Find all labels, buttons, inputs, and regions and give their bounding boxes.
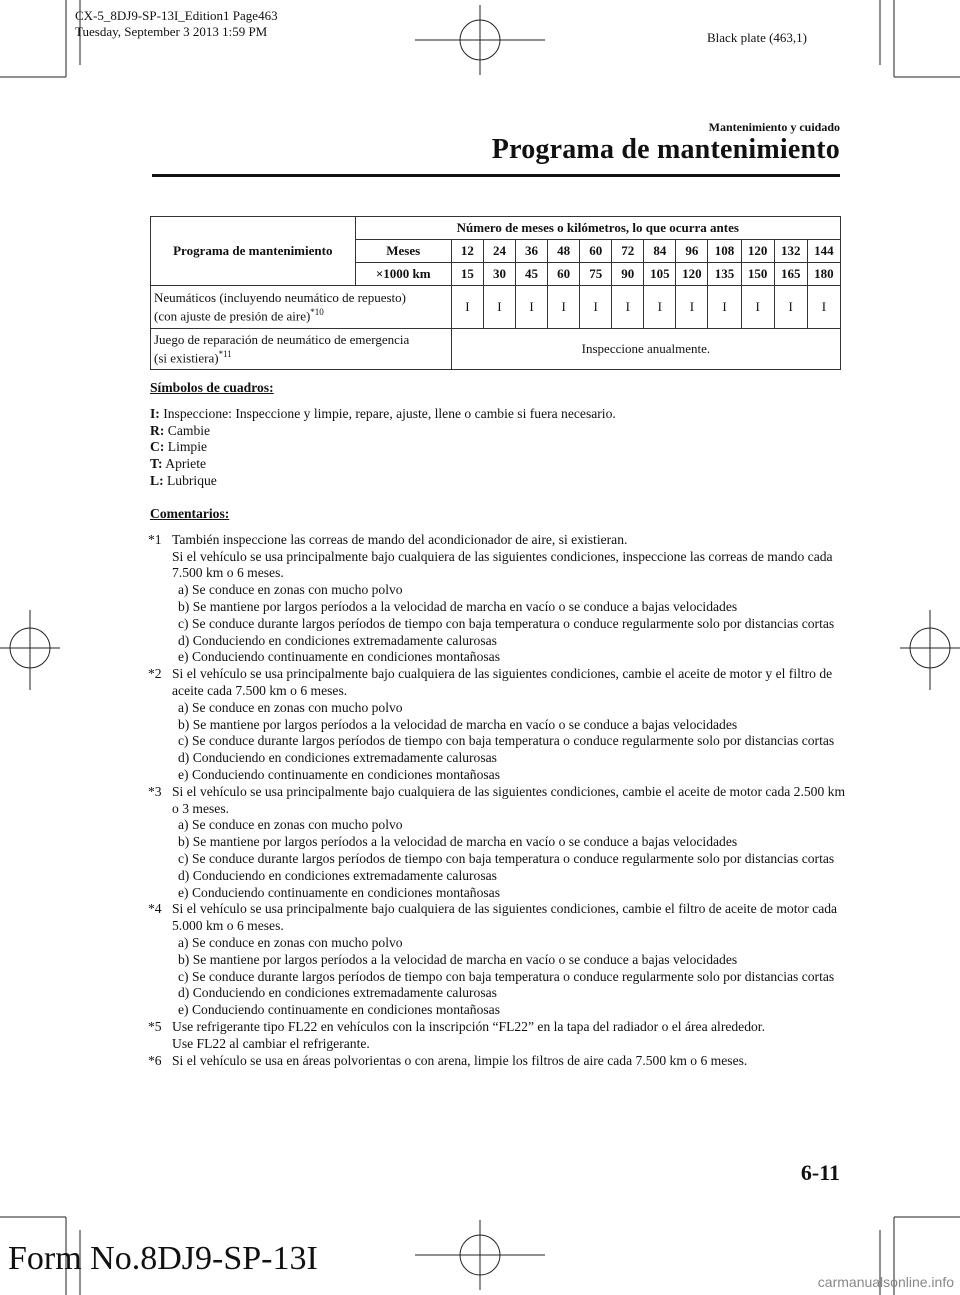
comment-number: *3: [148, 783, 162, 799]
footnote-ref: *11: [218, 349, 232, 360]
table-cell: I: [612, 286, 644, 329]
symbol-key: C:: [150, 439, 165, 455]
table-header-row: [151, 217, 841, 240]
symbol-text: Lubrique: [167, 472, 217, 488]
list-item: [150, 901, 850, 1019]
table-cell: 72: [612, 240, 644, 263]
table-cell: 120: [741, 240, 774, 263]
site-watermark: carmanualsonline.info: [817, 1274, 954, 1290]
table-cell: 36: [516, 240, 548, 263]
list-item: [150, 439, 850, 456]
repair-kit-label: Juego de reparación de neumático de emergencia (si existiera)$^{*11}$: [151, 329, 452, 370]
page-title: Programa de mantenimiento: [491, 134, 840, 165]
comment-condition: a) Se conduce en zonas con mucho polvo: [178, 699, 403, 715]
print-date-line: Tuesday, September 3 2013 1:59 PM: [75, 24, 268, 39]
comment-condition: d) Conduciendo en condiciones extremadamente calurosas: [178, 867, 497, 883]
table-row: [151, 286, 841, 329]
form-number: Form No.8DJ9-SP-13I: [8, 1240, 318, 1277]
comment-condition: c) Se conduce durante largos períodos de tiempo con baja temperatura o conduce regularmente solo por distancias cortas: [178, 615, 835, 631]
table-cell: 15: [451, 263, 483, 286]
symbol-key: R:: [150, 422, 165, 438]
table-cell: 132: [774, 240, 807, 263]
comment-condition: b) Se mantiene por largos períodos a la velocidad de marcha en vacío o se conduce a bajas velocidades: [178, 834, 738, 850]
comment-text: Use FL22 al cambiar el refrigerante.: [172, 1035, 370, 1051]
list-item: [150, 666, 850, 784]
symbol-text: Cambie: [167, 422, 211, 438]
plate-label: Black plate (463,1): [707, 30, 807, 45]
table-cell: 90: [612, 263, 644, 286]
comments-list: [150, 532, 850, 1070]
comment-text: Use refrigerante tipo FL22 en vehículos con la inscripción “FL22” en la tapa del radiador o el área alrededor.: [172, 1018, 765, 1034]
table-cell: 24: [483, 240, 515, 263]
table-cell: 75: [580, 263, 612, 286]
comment-condition: c) Se conduce durante largos períodos de tiempo con baja temperatura o conduce regularmente solo por distancias cortas: [178, 733, 835, 749]
table-cell: I: [483, 286, 515, 329]
table-group-header: Número de meses o kilómetros, lo que ocurra antes: [355, 217, 840, 240]
comment-text: Si el vehículo se usa principalmente bajo cualquiera de las siguientes condiciones, inspeccione las correas de mando cada 7.500 km o 6 meses.: [172, 548, 833, 581]
comments-section: [150, 506, 850, 1069]
list-item: [150, 1053, 850, 1070]
symbols-heading: Símbolos de cuadros:: [150, 380, 274, 395]
title-rule: [152, 174, 840, 177]
table-cell: I: [580, 286, 612, 329]
table-cell: 105: [644, 263, 676, 286]
comment-text: Si el vehículo se usa principalmente bajo cualquiera de las siguientes condiciones, cambie el filtro de aceite de motor cada 5.000 km o 6 meses.: [172, 901, 838, 934]
table-cell: 144: [807, 240, 840, 263]
symbol-text: Inspeccione: Inspeccione y limpie, repare, ajuste, llene o cambie si fuera necesario.: [163, 405, 616, 421]
table-cell: 165: [774, 263, 807, 286]
list-item: [150, 1019, 850, 1053]
table-cell: 150: [741, 263, 774, 286]
symbol-text: Limpie: [167, 439, 208, 455]
comment-condition: c) Se conduce durante largos períodos de tiempo con baja temperatura o conduce regularmente solo por distancias cortas: [178, 968, 835, 984]
page-number: 6-11: [800, 1160, 840, 1185]
table-cell: 120: [676, 263, 708, 286]
symbol-key: L:: [150, 472, 164, 488]
table-cell: 84: [644, 240, 676, 263]
comment-number: *2: [148, 666, 162, 682]
km-label: ×1000 km: [355, 263, 451, 286]
table-cell: I: [774, 286, 807, 329]
table-cell: 48: [548, 240, 580, 263]
symbols-section: [150, 380, 850, 490]
table-corner-header: Programa de mantenimiento: [151, 217, 356, 286]
table-cell: I: [516, 286, 548, 329]
table-row: [151, 329, 841, 370]
comment-text: También inspeccione las correas de mando del acondicionador de aire, si existieran.: [172, 531, 628, 547]
table-cell: 180: [807, 263, 840, 286]
comment-condition: a) Se conduce en zonas con mucho polvo: [178, 934, 403, 950]
comment-condition: b) Se mantiene por largos períodos a la velocidad de marcha en vacío o se conduce a bajas velocidades: [178, 598, 738, 614]
comment-condition: e) Conduciendo continuamente en condiciones montañosas: [178, 649, 501, 665]
comment-condition: d) Conduciendo en condiciones extremadamente calurosas: [178, 985, 497, 1001]
list-item: [150, 784, 850, 902]
table-cell: I: [548, 286, 580, 329]
table-cell: I: [644, 286, 676, 329]
table-cell: 108: [708, 240, 741, 263]
comment-number: *5: [148, 1018, 162, 1034]
section-category: Mantenimiento y cuidado: [708, 120, 840, 134]
comment-condition: e) Conduciendo continuamente en condiciones montañosas: [178, 766, 501, 782]
months-label: Meses: [355, 240, 451, 263]
comment-number: *1: [148, 531, 162, 547]
symbol-key: T:: [150, 456, 163, 472]
table-cell: I: [807, 286, 840, 329]
comment-condition: a) Se conduce en zonas con mucho polvo: [178, 582, 403, 598]
table-cell: 60: [548, 263, 580, 286]
table-cell: I: [708, 286, 741, 329]
list-item: [150, 423, 850, 440]
list-item: [150, 406, 850, 423]
list-item: [150, 532, 850, 666]
symbol-key: I:: [150, 405, 160, 421]
list-item: [150, 473, 850, 490]
comment-number: *4: [148, 901, 162, 917]
list-item: [150, 456, 850, 473]
print-file-line: CX-5_8DJ9-SP-13I_Edition1 Page463: [75, 8, 278, 23]
table-cell: 12: [451, 240, 483, 263]
comment-condition: d) Conduciendo en condiciones extremadamente calurosas: [178, 632, 497, 648]
comment-text: Si el vehículo se usa principalmente bajo cualquiera de las siguientes condiciones, cambie el aceite de motor cada 2.500 km o 3 meses.: [172, 783, 846, 816]
table-cell: 45: [516, 263, 548, 286]
comment-condition: d) Conduciendo en condiciones extremadamente calurosas: [178, 750, 497, 766]
comment-number: *6: [148, 1052, 162, 1068]
comment-condition: a) Se conduce en zonas con mucho polvo: [178, 817, 403, 833]
table-cell: I: [741, 286, 774, 329]
footnote-ref: *10: [310, 307, 324, 318]
symbols-list: [150, 406, 850, 490]
comment-condition: b) Se mantiene por largos períodos a la velocidad de marcha en vacío o se conduce a bajas velocidades: [178, 716, 738, 732]
maintenance-schedule-table: [150, 216, 841, 370]
repair-kit-value: Inspeccione anualmente.: [451, 329, 840, 370]
symbol-text: Apriete: [165, 456, 207, 472]
table-cell: 30: [483, 263, 515, 286]
comment-text: Si el vehículo se usa principalmente bajo cualquiera de las siguientes condiciones, cambie el aceite de motor y el filtro de aceite cada 7.500 km o 6 meses.: [172, 666, 833, 698]
table-cell: 96: [676, 240, 708, 263]
comment-condition: e) Conduciendo continuamente en condiciones montañosas: [178, 1002, 501, 1018]
comment-condition: c) Se conduce durante largos períodos de tiempo con baja temperatura o conduce regularmente solo por distancias cortas: [178, 850, 835, 866]
print-job-header: [75, 8, 278, 40]
table-cell: I: [451, 286, 483, 329]
tires-label: Neumáticos (incluyendo neumático de repuesto) (con ajuste de presión de aire)$^{*10}$: [151, 286, 452, 329]
table-cell: 135: [708, 263, 741, 286]
table-cell: I: [676, 286, 708, 329]
comment-condition: b) Se mantiene por largos períodos a la velocidad de marcha en vacío o se conduce a bajas velocidades: [178, 951, 738, 967]
comment-condition: e) Conduciendo continuamente en condiciones montañosas: [178, 884, 501, 900]
comments-heading: Comentarios:: [150, 506, 230, 521]
table-cell: 60: [580, 240, 612, 263]
comment-text: Si el vehículo se usa en áreas polvorientas o con arena, limpie los filtros de aire cada 7.500 km o 6 meses.: [172, 1052, 748, 1068]
